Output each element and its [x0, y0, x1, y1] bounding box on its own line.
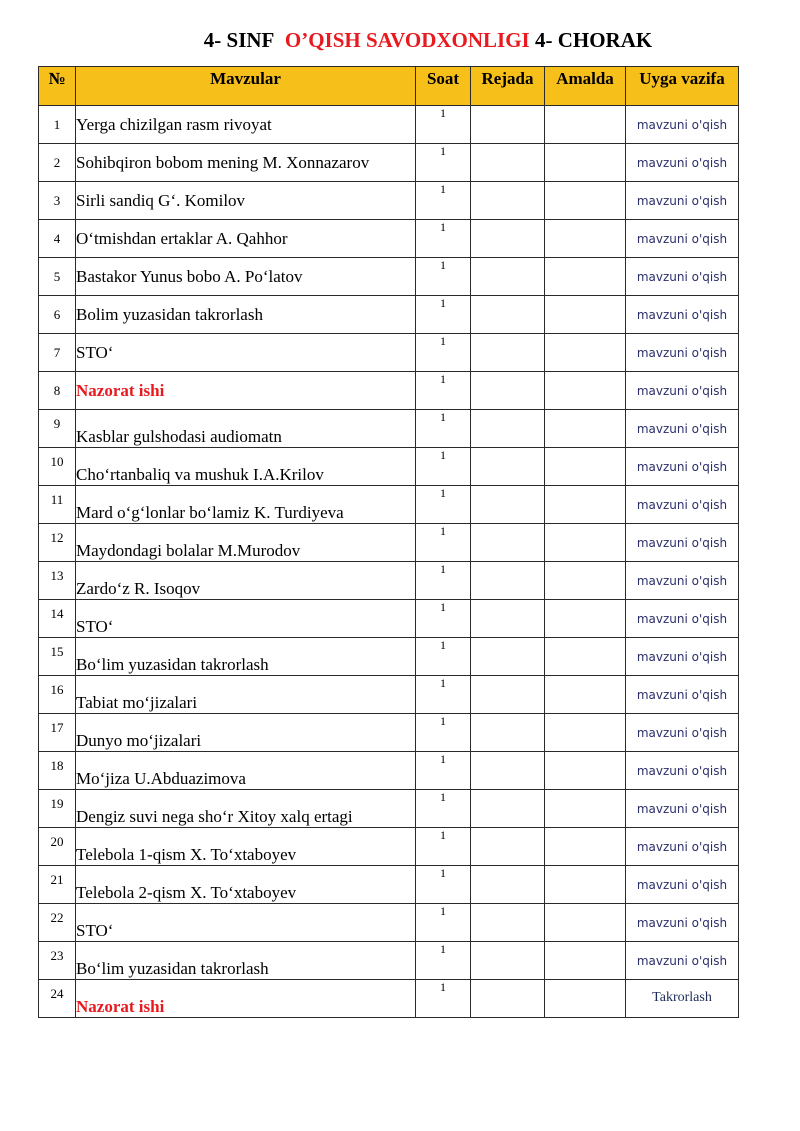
- row-topic: Zardo‘z R. Isoqov: [76, 562, 416, 600]
- row-homework: mavzuni o'qish: [626, 372, 739, 410]
- row-hours: 1: [416, 676, 471, 714]
- row-plan-date: [471, 486, 545, 524]
- table-row: [39, 980, 739, 1018]
- row-homework: mavzuni o'qish: [626, 296, 739, 334]
- row-actual-date: [545, 182, 626, 220]
- row-plan-date: [471, 144, 545, 182]
- row-hours: 1: [416, 410, 471, 448]
- row-homework: mavzuni o'qish: [626, 638, 739, 676]
- table-row: [39, 448, 739, 486]
- row-hours: 1: [416, 752, 471, 790]
- row-homework: mavzuni o'qish: [626, 562, 739, 600]
- header-plan: Rejada: [471, 67, 545, 106]
- row-topic: STO‘: [76, 904, 416, 942]
- table-row: [39, 714, 739, 752]
- row-actual-date: [545, 980, 626, 1018]
- table-row: [39, 600, 739, 638]
- table-row: [39, 410, 739, 448]
- row-plan-date: [471, 980, 545, 1018]
- row-actual-date: [545, 524, 626, 562]
- row-number: 2: [39, 144, 76, 182]
- row-number: 6: [39, 296, 76, 334]
- row-number: 16: [39, 676, 76, 714]
- row-hours: 1: [416, 828, 471, 866]
- row-plan-date: [471, 220, 545, 258]
- header-topics: Mavzular: [76, 67, 416, 106]
- row-topic: Dengiz suvi nega sho‘r Xitoy xalq ertagi: [76, 790, 416, 828]
- row-topic: Cho‘rtanbaliq va mushuk I.A.Krilov: [76, 448, 416, 486]
- table-row: [39, 676, 739, 714]
- header-hours: Soat: [416, 67, 471, 106]
- table-row: [39, 258, 739, 296]
- row-actual-date: [545, 752, 626, 790]
- table-row: [39, 144, 739, 182]
- row-hours: 1: [416, 980, 471, 1018]
- lesson-plan-table: [38, 66, 739, 1018]
- row-plan-date: [471, 790, 545, 828]
- table-row: [39, 220, 739, 258]
- row-number: 8: [39, 372, 76, 410]
- page-title: [0, 28, 800, 53]
- row-hours: 1: [416, 714, 471, 752]
- row-number: 3: [39, 182, 76, 220]
- row-hours: 1: [416, 334, 471, 372]
- row-number: 10: [39, 448, 76, 486]
- table-row: [39, 106, 739, 144]
- row-actual-date: [545, 942, 626, 980]
- row-actual-date: [545, 334, 626, 372]
- table-row: [39, 904, 739, 942]
- row-hours: 1: [416, 182, 471, 220]
- row-hours: 1: [416, 562, 471, 600]
- row-number: 9: [39, 410, 76, 448]
- row-number: 18: [39, 752, 76, 790]
- row-topic: Tabiat mo‘jizalari: [76, 676, 416, 714]
- row-actual-date: [545, 372, 626, 410]
- row-topic: Telebola 2-qism X. To‘xtaboyev: [76, 866, 416, 904]
- row-number: 23: [39, 942, 76, 980]
- row-actual-date: [545, 220, 626, 258]
- table-body: [39, 106, 739, 1018]
- row-number: 12: [39, 524, 76, 562]
- row-homework: mavzuni o'qish: [626, 486, 739, 524]
- row-homework: mavzuni o'qish: [626, 752, 739, 790]
- row-topic: Bolim yuzasidan takrorlash: [76, 296, 416, 334]
- row-actual-date: [545, 904, 626, 942]
- row-number: 24: [39, 980, 76, 1018]
- row-topic: O‘tmishdan ertaklar A. Qahhor: [76, 220, 416, 258]
- row-actual-date: [545, 448, 626, 486]
- row-actual-date: [545, 144, 626, 182]
- row-actual-date: [545, 258, 626, 296]
- row-plan-date: [471, 600, 545, 638]
- row-number: 14: [39, 600, 76, 638]
- row-number: 22: [39, 904, 76, 942]
- row-number: 19: [39, 790, 76, 828]
- row-actual-date: [545, 106, 626, 144]
- header-homework: Uyga vazifa: [626, 67, 739, 106]
- row-homework: mavzuni o'qish: [626, 600, 739, 638]
- row-hours: 1: [416, 904, 471, 942]
- row-hours: 1: [416, 790, 471, 828]
- row-plan-date: [471, 372, 545, 410]
- row-plan-date: [471, 904, 545, 942]
- row-actual-date: [545, 410, 626, 448]
- table-row: [39, 486, 739, 524]
- row-hours: 1: [416, 600, 471, 638]
- row-plan-date: [471, 334, 545, 372]
- row-topic: STO‘: [76, 334, 416, 372]
- title-subject: O’QISH SAVODXONLIGI: [284, 28, 530, 52]
- row-plan-date: [471, 258, 545, 296]
- row-hours: 1: [416, 258, 471, 296]
- row-topic: Telebola 1-qism X. To‘xtaboyev: [76, 828, 416, 866]
- row-plan-date: [471, 942, 545, 980]
- row-topic: Bastakor Yunus bobo A. Po‘latov: [76, 258, 416, 296]
- table-row: [39, 182, 739, 220]
- row-actual-date: [545, 676, 626, 714]
- table-row: [39, 524, 739, 562]
- row-homework: mavzuni o'qish: [626, 676, 739, 714]
- table-row: [39, 638, 739, 676]
- row-homework: mavzuni o'qish: [626, 828, 739, 866]
- table-row: [39, 790, 739, 828]
- row-actual-date: [545, 638, 626, 676]
- header-actual: Amalda: [545, 67, 626, 106]
- row-homework: mavzuni o'qish: [626, 220, 739, 258]
- row-topic: Sohibqiron bobom mening M. Xonnazarov: [76, 144, 416, 182]
- row-topic: Nazorat ishi: [76, 372, 416, 410]
- row-hours: 1: [416, 524, 471, 562]
- row-homework: mavzuni o'qish: [626, 448, 739, 486]
- row-homework: mavzuni o'qish: [626, 144, 739, 182]
- row-actual-date: [545, 600, 626, 638]
- table-row: [39, 372, 739, 410]
- row-plan-date: [471, 448, 545, 486]
- row-plan-date: [471, 182, 545, 220]
- row-actual-date: [545, 296, 626, 334]
- row-homework: mavzuni o'qish: [626, 904, 739, 942]
- row-homework: mavzuni o'qish: [626, 524, 739, 562]
- row-number: 4: [39, 220, 76, 258]
- title-quarter: 4- CHORAK: [534, 28, 653, 52]
- row-topic: Dunyo mo‘jizalari: [76, 714, 416, 752]
- row-homework: mavzuni o'qish: [626, 790, 739, 828]
- table-header-row: [39, 67, 739, 106]
- row-number: 11: [39, 486, 76, 524]
- row-topic: Bo‘lim yuzasidan takrorlash: [76, 638, 416, 676]
- row-hours: 1: [416, 486, 471, 524]
- row-plan-date: [471, 828, 545, 866]
- row-number: 17: [39, 714, 76, 752]
- row-plan-date: [471, 296, 545, 334]
- row-number: 20: [39, 828, 76, 866]
- row-actual-date: [545, 714, 626, 752]
- row-actual-date: [545, 486, 626, 524]
- row-homework: mavzuni o'qish: [626, 714, 739, 752]
- row-plan-date: [471, 106, 545, 144]
- row-actual-date: [545, 562, 626, 600]
- row-plan-date: [471, 524, 545, 562]
- row-topic: Kasblar gulshodasi audiomatn: [76, 410, 416, 448]
- row-hours: 1: [416, 106, 471, 144]
- table-row: [39, 562, 739, 600]
- row-hours: 1: [416, 638, 471, 676]
- row-homework: mavzuni o'qish: [626, 258, 739, 296]
- row-topic: STO‘: [76, 600, 416, 638]
- row-hours: 1: [416, 448, 471, 486]
- row-homework: mavzuni o'qish: [626, 942, 739, 980]
- row-homework: mavzuni o'qish: [626, 106, 739, 144]
- row-topic: Mard o‘g‘lonlar bo‘lamiz K. Turdiyeva: [76, 486, 416, 524]
- row-topic: Sirli sandiq G‘. Komilov: [76, 182, 416, 220]
- row-hours: 1: [416, 220, 471, 258]
- title-grade: 4- SINF: [203, 28, 275, 52]
- row-hours: 1: [416, 144, 471, 182]
- row-plan-date: [471, 714, 545, 752]
- row-topic: Nazorat ishi: [76, 980, 416, 1018]
- row-topic: Mo‘jiza U.Abduazimova: [76, 752, 416, 790]
- header-number: №: [39, 67, 76, 106]
- row-actual-date: [545, 828, 626, 866]
- table-row: [39, 752, 739, 790]
- table-row: [39, 942, 739, 980]
- row-homework: mavzuni o'qish: [626, 182, 739, 220]
- row-hours: 1: [416, 296, 471, 334]
- row-hours: 1: [416, 866, 471, 904]
- row-number: 1: [39, 106, 76, 144]
- table-row: [39, 334, 739, 372]
- row-number: 13: [39, 562, 76, 600]
- row-homework: mavzuni o'qish: [626, 410, 739, 448]
- row-topic: Bo‘lim yuzasidan takrorlash: [76, 942, 416, 980]
- row-plan-date: [471, 752, 545, 790]
- row-plan-date: [471, 410, 545, 448]
- row-number: 15: [39, 638, 76, 676]
- row-homework: mavzuni o'qish: [626, 866, 739, 904]
- row-actual-date: [545, 866, 626, 904]
- row-hours: 1: [416, 372, 471, 410]
- row-plan-date: [471, 676, 545, 714]
- row-number: 5: [39, 258, 76, 296]
- row-homework: mavzuni o'qish: [626, 334, 739, 372]
- row-plan-date: [471, 638, 545, 676]
- table-row: [39, 828, 739, 866]
- row-actual-date: [545, 790, 626, 828]
- row-plan-date: [471, 866, 545, 904]
- row-plan-date: [471, 562, 545, 600]
- row-topic: Yerga chizilgan rasm rivoyat: [76, 106, 416, 144]
- table-row: [39, 296, 739, 334]
- row-hours: 1: [416, 942, 471, 980]
- row-homework: Takrorlash: [626, 980, 739, 1018]
- row-number: 21: [39, 866, 76, 904]
- table-row: [39, 866, 739, 904]
- row-topic: Maydondagi bolalar M.Murodov: [76, 524, 416, 562]
- row-number: 7: [39, 334, 76, 372]
